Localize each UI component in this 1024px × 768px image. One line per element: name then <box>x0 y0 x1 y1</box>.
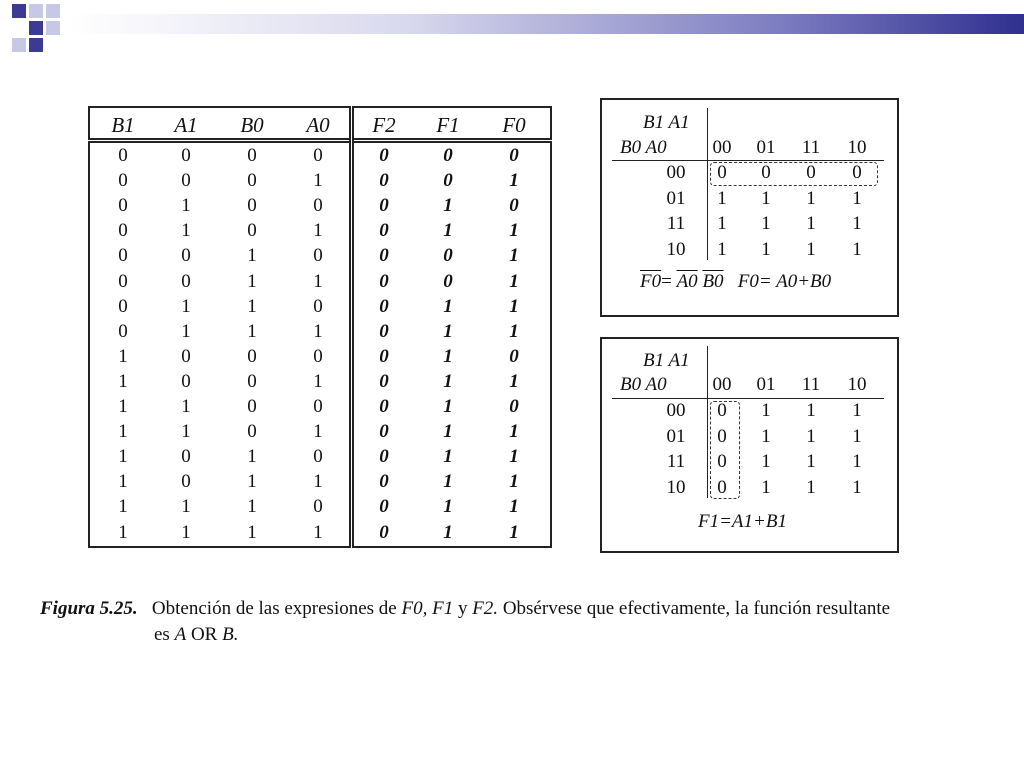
truth-table-cell: 1 <box>247 446 257 468</box>
truth-table-cell: 1 <box>443 471 453 493</box>
truth-table-cell: 1 <box>118 370 128 392</box>
kmap-f0-cell: 1 <box>852 213 862 234</box>
kmap-f0-cell: 1 <box>806 187 816 209</box>
kmap-f1-cell: 1 <box>806 476 816 498</box>
kmap-f1-cell: 1 <box>806 451 816 472</box>
truth-table-cell: 1 <box>181 496 191 518</box>
truth-table-cell: 1 <box>509 421 519 443</box>
truth-table-cell: 0 <box>313 145 323 166</box>
kmap-f1-cell: 1 <box>806 400 816 421</box>
truth-table-cell: 1 <box>443 396 453 417</box>
kmap-f0-cell: 1 <box>852 187 862 209</box>
truth-table-cell: 1 <box>443 320 453 342</box>
truth-table-cell: 0 <box>379 295 389 317</box>
truth-table-cell: 1 <box>247 521 257 543</box>
truth-table-cell: 1 <box>443 195 453 217</box>
truth-table-cell: 1 <box>509 220 519 242</box>
caption-label: Figura 5.25. <box>40 598 138 619</box>
truth-table-cell: 1 <box>118 471 128 493</box>
truth-table-cell: 0 <box>379 220 389 242</box>
truth-table-cell: 1 <box>181 396 191 417</box>
truth-table-cell: 1 <box>509 521 519 543</box>
truth-table-cell: 1 <box>509 170 519 192</box>
truth-table-cell: 1 <box>313 320 323 342</box>
truth-table-cell: 0 <box>247 345 257 367</box>
kmap-f0-cell: 0 <box>717 162 727 183</box>
truth-table-header-b1: B1 <box>111 113 135 137</box>
truth-table-cell: 0 <box>379 521 389 543</box>
header-gradient-bar <box>70 14 1024 34</box>
kmap-f1-cell: 1 <box>761 451 771 472</box>
kmap-f1-row-label: 01 <box>666 425 686 447</box>
truth-table-header-a0: A0 <box>306 113 330 137</box>
kmap-f0-expression: F0= A0 B0 F0= A0+B0 <box>640 271 832 292</box>
kmap-f0-row-label: 01 <box>666 187 686 209</box>
truth-table-cell: 0 <box>247 170 257 192</box>
truth-table-cell: 1 <box>509 295 519 317</box>
truth-table-cell: 0 <box>443 270 453 292</box>
kmap-f1-cell: 1 <box>761 476 771 498</box>
kmap-f1-cell: 0 <box>717 451 727 472</box>
truth-table-cell: 1 <box>443 496 453 518</box>
kmap-f0-col-label: 01 <box>756 137 776 158</box>
truth-table-cell: 1 <box>247 270 257 292</box>
truth-table-cell: 0 <box>247 220 257 242</box>
kmap-f1-row-label: 10 <box>666 476 686 498</box>
truth-table-cell: 0 <box>181 370 191 392</box>
truth-table-cell: 0 <box>181 245 191 267</box>
truth-table-cell: 0 <box>509 345 519 367</box>
truth-table-cell: 1 <box>118 496 128 518</box>
truth-table-cell: 1 <box>247 245 257 267</box>
truth-table-cell: 0 <box>443 245 453 267</box>
truth-table-cell: 0 <box>379 345 389 367</box>
truth-table-cell: 0 <box>247 195 257 217</box>
truth-table-cell: 0 <box>313 446 323 468</box>
truth-table-cell: 1 <box>247 295 257 317</box>
truth-table-header-separator <box>88 138 552 143</box>
truth-table-cell: 1 <box>118 446 128 468</box>
truth-table-cell: 0 <box>313 245 323 267</box>
truth-table-column-separator <box>349 106 354 548</box>
truth-table-cell: 0 <box>509 145 519 166</box>
kmap-f0-vline <box>707 108 708 260</box>
truth-table-cell: 1 <box>443 295 453 317</box>
truth-table-cell: 0 <box>379 245 389 267</box>
kmap-f1-row-var: B1 A1 <box>643 350 690 371</box>
truth-table-cell: 1 <box>509 471 519 493</box>
truth-table-cell: 0 <box>118 270 128 292</box>
truth-table-header-f2: F2 <box>372 113 396 137</box>
truth-table-cell: 0 <box>247 145 257 166</box>
truth-table-cell: 1 <box>443 446 453 468</box>
truth-table-cell: 0 <box>509 195 519 217</box>
kmap-f0-cell: 0 <box>761 162 771 183</box>
kmap-f1-cell: 0 <box>717 425 727 447</box>
truth-table-cell: 0 <box>313 345 323 367</box>
kmap-f1-cell: 1 <box>852 476 862 498</box>
truth-table-cell: 0 <box>379 320 389 342</box>
kmap-f0-col-label: 11 <box>801 137 821 158</box>
truth-table-cell: 1 <box>118 396 128 417</box>
truth-table-cell: 0 <box>313 295 323 317</box>
truth-table-cell: 0 <box>181 270 191 292</box>
truth-table-cell: 0 <box>379 195 389 217</box>
kmap-f0-col-label: 00 <box>712 137 732 158</box>
truth-table-cell: 0 <box>443 145 453 166</box>
truth-table-cell: 1 <box>118 421 128 443</box>
kmap-f1-col-var: B0 A0 <box>620 374 667 395</box>
truth-table-cell: 0 <box>509 396 519 417</box>
truth-table-cell: 0 <box>313 195 323 217</box>
truth-table-cell: 1 <box>247 496 257 518</box>
caption-line-2: es A OR B. <box>154 624 239 645</box>
truth-table-cell: 1 <box>181 195 191 217</box>
kmap-f1-col-label: 11 <box>801 374 821 395</box>
truth-table-cell: 1 <box>443 521 453 543</box>
truth-table-cell: 0 <box>118 170 128 192</box>
truth-table-cell: 1 <box>313 370 323 392</box>
truth-table-cell: 0 <box>181 170 191 192</box>
truth-table-cell: 0 <box>313 496 323 518</box>
kmap-f1-cell: 1 <box>806 425 816 447</box>
kmap-f1-vline <box>707 346 708 498</box>
truth-table-cell: 1 <box>443 220 453 242</box>
kmap-f0-col-label: 10 <box>847 137 867 158</box>
kmap-f1-cell: 1 <box>852 451 862 472</box>
kmap-f1-cell: 1 <box>852 400 862 421</box>
truth-table-cell: 1 <box>509 245 519 267</box>
kmap-f1-col-label: 00 <box>712 374 732 395</box>
truth-table-cell: 1 <box>509 370 519 392</box>
truth-table-header-b0: B0 <box>240 113 264 137</box>
kmap-f0-cell: 1 <box>761 187 771 209</box>
truth-table-cell: 0 <box>181 471 191 493</box>
kmap-f0-row-label: 10 <box>666 238 686 260</box>
truth-table-cell: 1 <box>313 170 323 192</box>
truth-table-cell: 1 <box>247 471 257 493</box>
truth-table-cell: 1 <box>313 270 323 292</box>
kmap-f1-hline <box>612 398 884 399</box>
truth-table-cell: 1 <box>118 521 128 543</box>
truth-table-cell: 0 <box>247 396 257 417</box>
truth-table-cell: 0 <box>379 370 389 392</box>
truth-table-cell: 0 <box>379 471 389 493</box>
truth-table-cell: 0 <box>443 170 453 192</box>
truth-table-cell: 0 <box>247 370 257 392</box>
truth-table-cell: 1 <box>313 471 323 493</box>
truth-table-header-f0: F0 <box>502 113 526 137</box>
kmap-f0-row-var: B1 A1 <box>643 112 690 133</box>
truth-table-cell: 1 <box>181 521 191 543</box>
kmap-f0-cell: 1 <box>717 238 727 260</box>
kmap-f0-cell: 1 <box>806 238 816 260</box>
truth-table-cell: 0 <box>118 145 128 166</box>
truth-table-cell: 0 <box>118 195 128 217</box>
truth-table-cell: 0 <box>379 496 389 518</box>
kmap-f0-hline <box>612 160 884 161</box>
truth-table-cell: 0 <box>379 396 389 417</box>
kmap-f1-cell: 0 <box>717 476 727 498</box>
caption-line-1: Figura 5.25. Obtención de las expresiones de F0, F1 y F2. Obsérvese que efectivamente, la función resultante <box>40 598 891 619</box>
truth-table-cell: 1 <box>118 345 128 367</box>
kmap-f0-cell: 0 <box>806 162 816 183</box>
truth-table-cell: 0 <box>379 145 389 166</box>
kmap-f0-cell: 1 <box>717 213 727 234</box>
truth-table-cell: 1 <box>181 220 191 242</box>
truth-table-cell: 0 <box>181 446 191 468</box>
truth-table-cell: 1 <box>443 370 453 392</box>
kmap-f1-row-label: 11 <box>666 451 686 472</box>
kmap-f0-cell: 1 <box>761 213 771 234</box>
truth-table-cell: 1 <box>247 320 257 342</box>
truth-table-cell: 1 <box>181 421 191 443</box>
truth-table-cell: 1 <box>509 496 519 518</box>
kmap-f0-cell: 0 <box>852 162 862 183</box>
truth-table-cell: 0 <box>379 421 389 443</box>
kmap-f1-cell: 1 <box>761 425 771 447</box>
truth-table-cell: 0 <box>118 320 128 342</box>
kmap-f0-col-var: B0 A0 <box>620 137 667 158</box>
kmap-f0-cell: 1 <box>852 238 862 260</box>
truth-table-cell: 1 <box>509 270 519 292</box>
truth-table-cell: 0 <box>379 270 389 292</box>
kmap-f1-cell: 1 <box>761 400 771 421</box>
truth-table-cell: 1 <box>509 446 519 468</box>
truth-table-cell: 1 <box>443 345 453 367</box>
truth-table-cell: 0 <box>118 245 128 267</box>
truth-table-cell: 1 <box>443 421 453 443</box>
truth-table-cell: 1 <box>509 320 519 342</box>
truth-table-header-f1: F1 <box>436 113 460 137</box>
truth-table-cell: 1 <box>313 220 323 242</box>
truth-table-header-a1: A1 <box>174 113 198 137</box>
kmap-f1-col-label: 01 <box>756 374 776 395</box>
truth-table-cell: 0 <box>247 421 257 443</box>
kmap-f0-cell: 1 <box>717 187 727 209</box>
truth-table-cell: 0 <box>379 170 389 192</box>
kmap-f0-cell: 1 <box>806 213 816 234</box>
kmap-f0-row-label: 11 <box>666 213 686 234</box>
truth-table-cell: 0 <box>118 220 128 242</box>
truth-table-cell: 1 <box>313 521 323 543</box>
truth-table-cell: 1 <box>181 320 191 342</box>
truth-table-cell: 1 <box>181 295 191 317</box>
kmap-f1-cell: 0 <box>717 400 727 421</box>
kmap-f1-cell: 1 <box>852 425 862 447</box>
kmap-f0-row-label: 00 <box>666 162 686 183</box>
kmap-f1-col-label: 10 <box>847 374 867 395</box>
truth-table-cell: 0 <box>181 345 191 367</box>
truth-table-cell: 0 <box>118 295 128 317</box>
truth-table-cell: 0 <box>379 446 389 468</box>
truth-table-cell: 1 <box>313 421 323 443</box>
kmap-f0-cell: 1 <box>761 238 771 260</box>
truth-table-cell: 0 <box>313 396 323 417</box>
kmap-f1-row-label: 00 <box>666 400 686 421</box>
truth-table-cell: 0 <box>181 145 191 166</box>
kmap-f1-expression: F1=A1+B1 <box>698 511 787 532</box>
